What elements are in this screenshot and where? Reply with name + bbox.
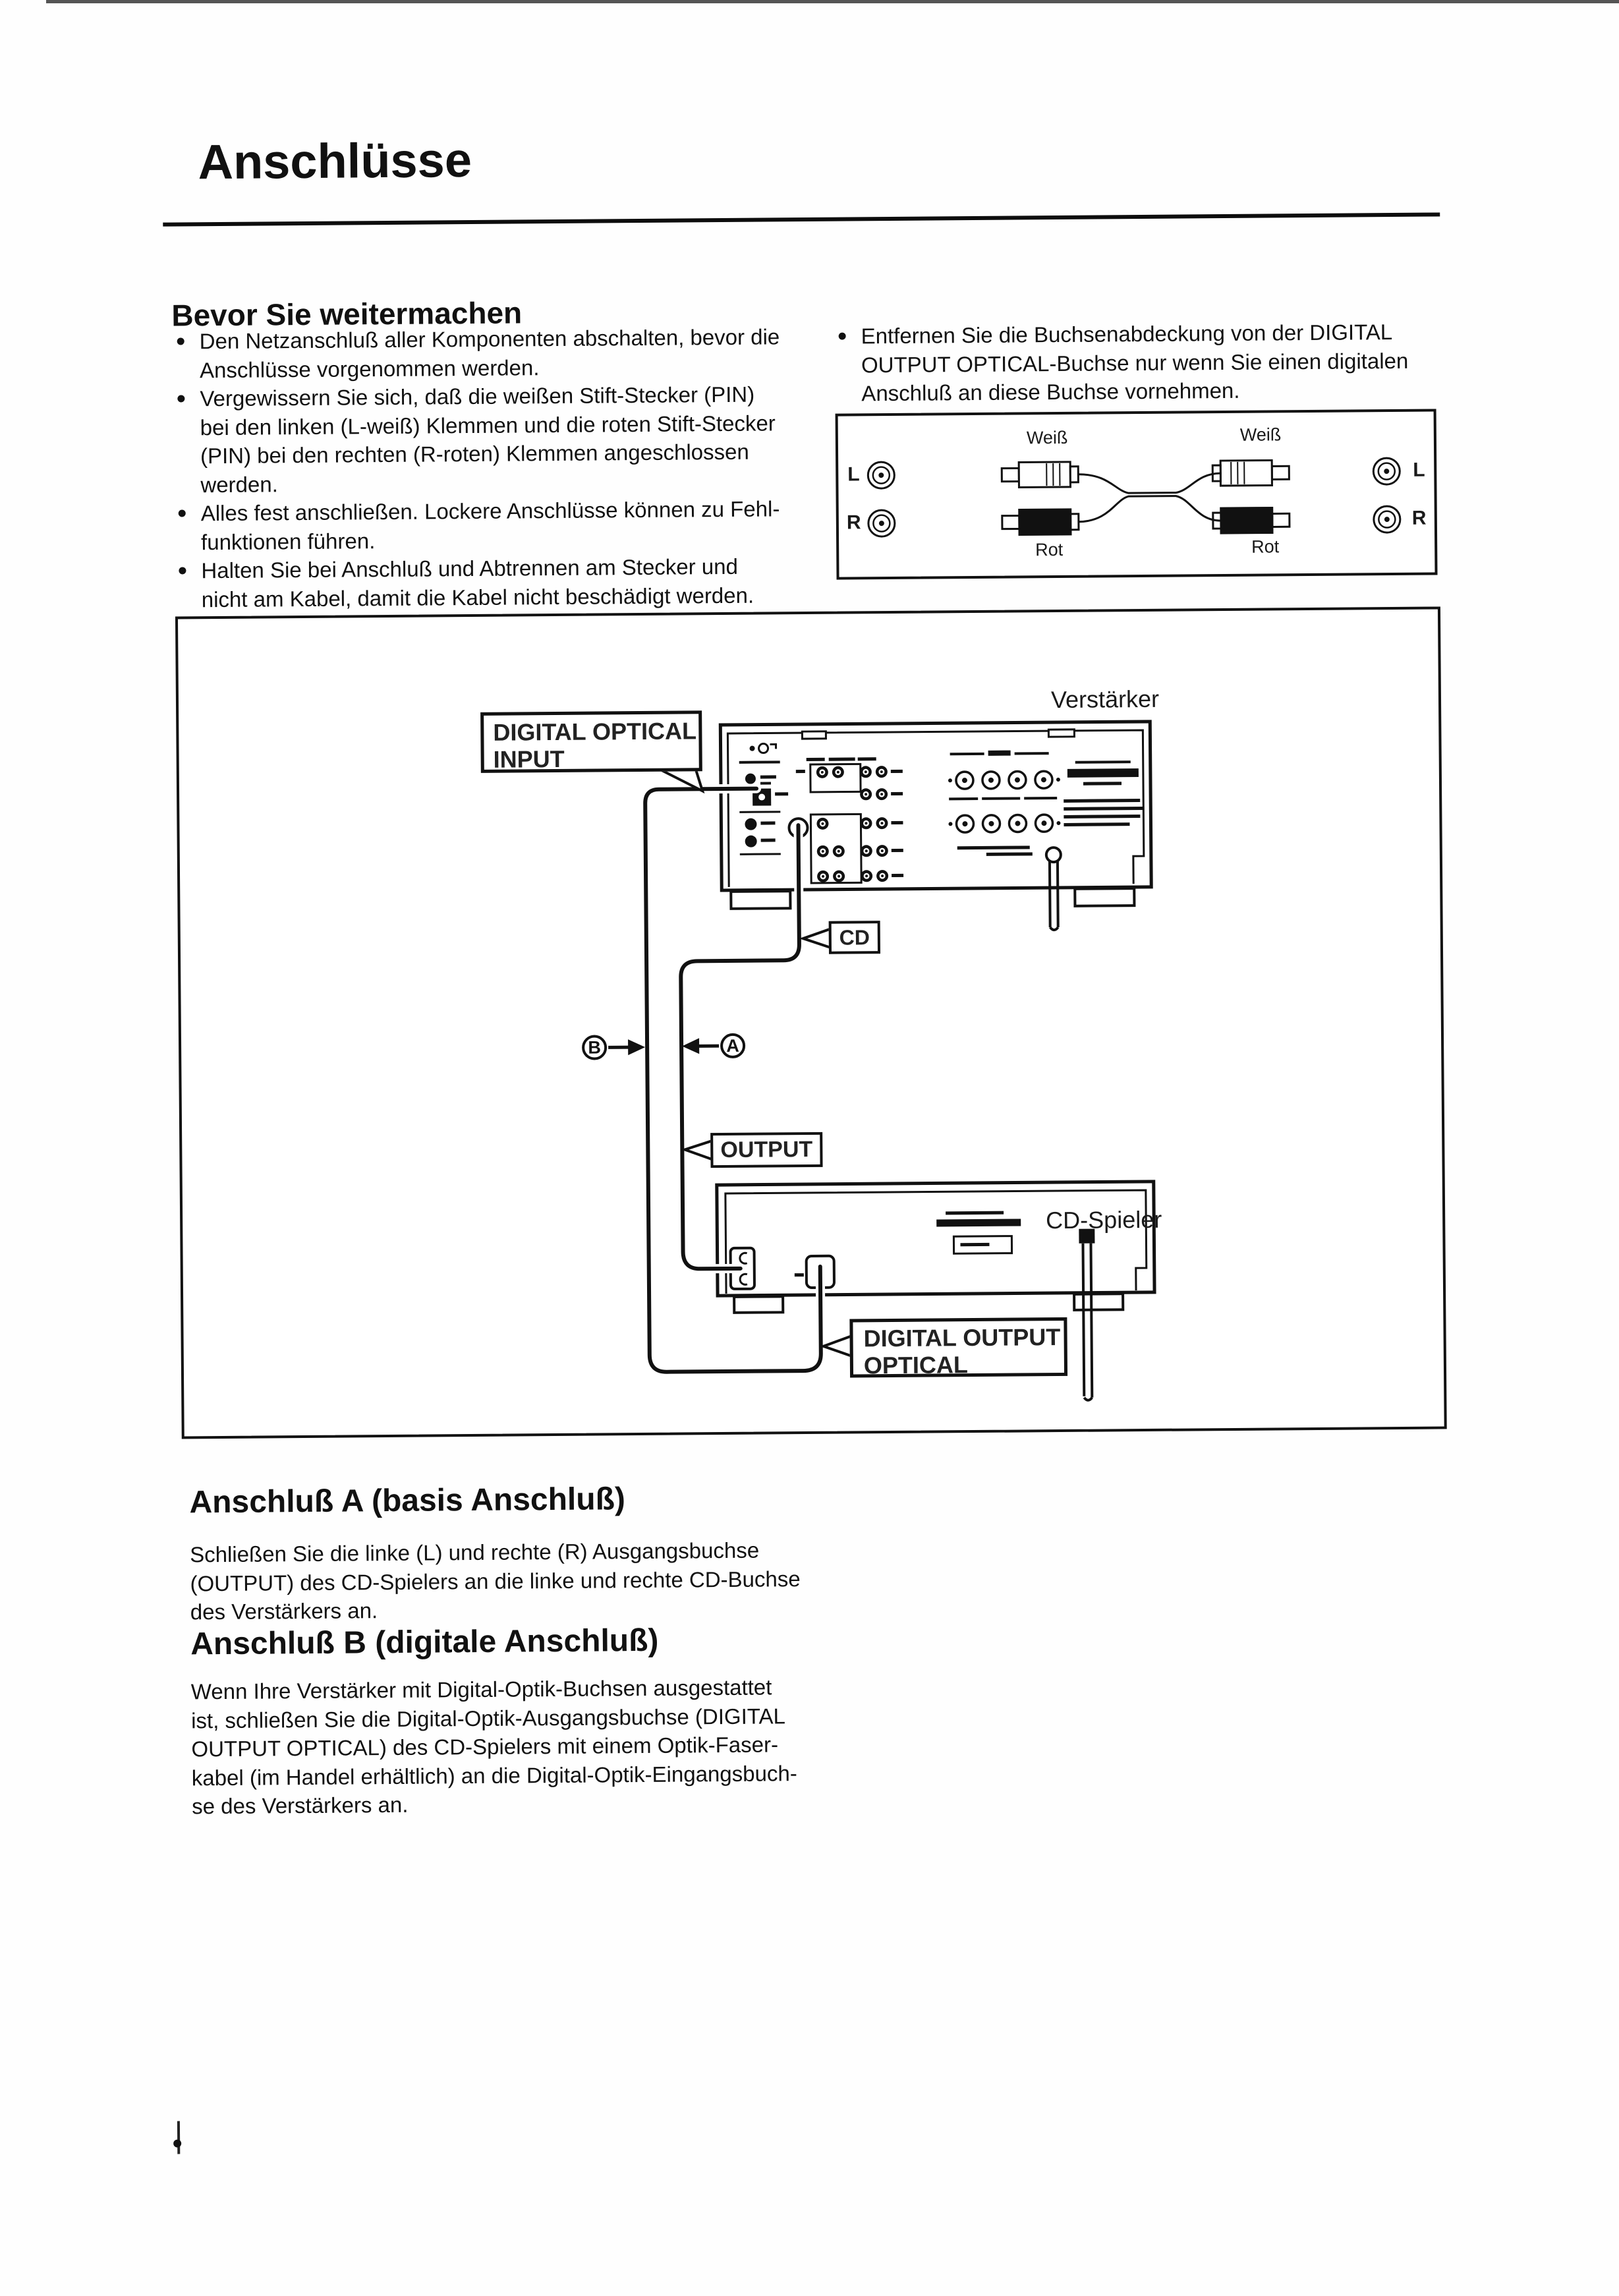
page-title: Anschlüsse [198,132,472,190]
text-line: OUTPUT OPTICAL-Buchse nur wenn Sie einen digitalen [861,348,1409,377]
callout-line: OPTICAL [863,1351,969,1379]
player-foot [734,1296,783,1313]
callout-line: OUTPUT [720,1136,813,1163]
intro-bullet-right [861,318,1408,408]
text-line: se des Verstärkers an. [192,1792,409,1819]
white-plug-label-right: Weiß [1239,424,1282,445]
scan-corner-mark [170,2117,190,2163]
rca-jack-right-r-icon [1374,506,1400,532]
white-plug-right-icon [1212,460,1289,486]
bullet-dot [179,567,186,574]
rca-jack-left-l-icon [868,462,894,488]
text-line: ist, schließen Sie die Digital-Optik-Ausgangsbuchse (DIGITAL [190,1703,786,1733]
intro-bullet-4 [201,552,754,614]
text-line: Vergewissern Sie sich, daß die weißen Stift-Stecker (PIN) [200,382,755,411]
text-line: bei den linken (L-weiß) Klemmen und die roten Stift-Stecker [200,410,776,440]
intro-bullet-2 [200,380,776,499]
marker-letter: B [588,1037,601,1058]
text-line: Halten Sie bei Anschluß und Abtrennen am Stecker und [201,554,739,583]
marker-b [582,1035,607,1060]
rca-jack-right-l-icon [1373,458,1400,484]
panel-notch [802,732,826,739]
panel-notch [1048,730,1074,737]
callout-pointer [824,1336,851,1356]
callout-pointer [685,1141,712,1159]
jack-label-right-l: L [1413,459,1425,481]
callout-digital-output-optical [849,1317,1067,1378]
red-plug-right-icon [1213,507,1290,533]
red-plug-label-right: Rot [1251,536,1280,557]
hookup-diagram-drawing [175,606,1447,1439]
amp-foot [1075,888,1134,906]
cable-figure-drawing [836,409,1438,579]
amp-foot [731,891,790,909]
text-line: kabel (im Handel erhältlich) an die Digital-Optik-Eingangsbuch- [191,1760,797,1790]
section-a-heading: Anschluß A (basis Anschluß) [189,1481,626,1520]
text-line: (OUTPUT) des CD-Spielers an die linke und rechte CD-Buchse [190,1566,801,1595]
red-plug-left-icon [1002,509,1079,535]
white-plug-label-left: Weiß [1026,427,1068,448]
bullet-dot [177,337,185,345]
marker-a-arrow [682,1038,719,1054]
text-line: (PIN) bei den rechten (R-roten) Klemmen angeschlossen [200,439,749,469]
rca-jack-left-r-icon [868,510,895,536]
text-line: funktionen führen. [200,528,376,554]
jack-label-left-r: R [846,511,861,534]
callout-output [710,1132,822,1168]
intro-heading: Bevor Sie weitermachen [171,295,523,333]
text-line: Anschluß an diese Buchse vornehmen. [861,378,1240,406]
jack-label-right-r: R [1411,507,1427,529]
text-line: Schließen Sie die linke (L) und rechte (R) Ausgangsbuchse [190,1537,760,1567]
text-line: Entfernen Sie die Buchsenabdeckung von der DIGITAL [861,320,1393,349]
white-plug-left-icon [1002,462,1078,488]
callout-pointer [803,929,830,948]
section-b-body [191,1673,798,1821]
text-line: des Verstärkers an. [190,1598,378,1624]
jack-label-left-l: L [847,463,860,486]
section-b-heading: Anschluß B (digitale Anschluß) [190,1622,659,1662]
callout-line: DIGITAL OUTPUT [863,1323,1061,1352]
bullet-dot [839,333,846,340]
bullet-dot [179,509,186,517]
callout-line: INPUT [493,745,565,773]
bullet-dot [177,395,185,402]
text-line: nicht am Kabel, damit die Kabel nicht beschädigt werden. [201,583,754,612]
callout-line: CD [839,925,870,950]
text-line: OUTPUT OPTICAL) des CD-Spielers mit einem Optik-Faser- [191,1732,779,1762]
amplifier-label: Verstärker [1050,685,1160,714]
section-a-body [190,1535,801,1626]
text-line: Wenn Ihre Verstärker mit Digital-Optik-Buchsen ausgestattet [190,1675,772,1704]
intro-bullet-1 [200,322,780,384]
text-line: werden. [200,471,278,497]
player-foot [1074,1294,1123,1310]
cable-lines [1078,473,1221,522]
callout-digital-optical-input [480,710,702,773]
text-line: Den Netzanschluß aller Komponenten abschalten, bevor die [199,324,780,354]
text-line: Alles fest anschließen. Lockere Anschlüsse können zu Fehl- [200,496,780,526]
text-line: Anschlüsse vorgenommen werden. [199,355,540,382]
callout-cd [829,921,880,954]
marker-letter: A [726,1035,739,1056]
callout-line: DIGITAL OPTICAL [493,717,697,746]
title-divider [163,212,1440,226]
amplifier-rear-panel [720,722,1151,933]
red-plug-label-left: Rot [1035,539,1064,560]
marker-b-arrow [608,1039,645,1055]
intro-bullet-3 [201,494,780,556]
cd-player-label: CD-Spieler [1046,1205,1162,1234]
marker-a [720,1033,745,1058]
